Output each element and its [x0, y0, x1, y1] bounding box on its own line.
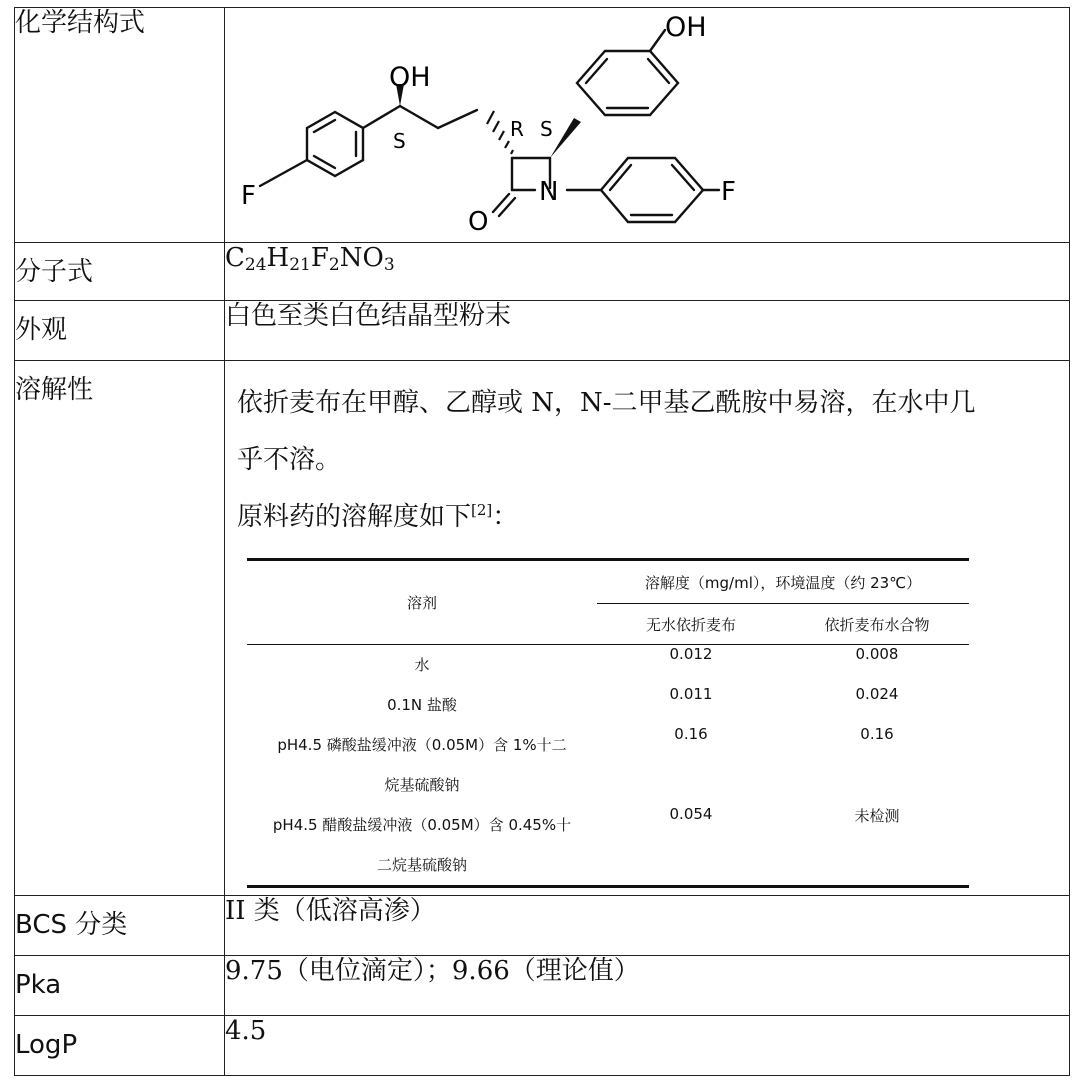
stereo-s-label-1: S [393, 129, 406, 153]
structure-cell [225, 8, 1070, 243]
pka-label: Pka [15, 956, 225, 1016]
hydrate-cell: 0.16 [860, 725, 894, 743]
solubility-label: 溶解性 [15, 361, 225, 896]
structure-row [15, 8, 1070, 243]
bcs-row [15, 896, 1070, 956]
appearance-value: 白色至类白色结晶型粉末 [225, 301, 1070, 361]
hydrate-cell: 0.008 [855, 645, 899, 663]
reference-mark: [2] [471, 501, 493, 519]
solubility-cell [225, 361, 1070, 896]
logp-row [15, 1016, 1070, 1076]
solvent-cell: 0.1N 盐酸 [387, 696, 457, 714]
bcs-value: II 类（低溶高渗） [225, 896, 1070, 956]
fluorine-label-right: F [721, 177, 736, 207]
header-hydrate: 依折麦布水合物 [785, 604, 969, 645]
anhydrous-cell: 0.054 [597, 805, 785, 887]
solubility-data-table [247, 558, 969, 888]
hydroxyl-label-top: OH [665, 12, 707, 43]
pka-row [15, 956, 1070, 1016]
formula-label: 分子式 [15, 243, 225, 301]
appearance-label: 外观 [15, 301, 225, 361]
anhydrous-cell: 0.012 [669, 645, 713, 663]
table-row [247, 685, 969, 725]
table-row [247, 645, 969, 686]
hydrate-cell: 未检测 [785, 805, 969, 887]
solvent-cell: 水 [414, 656, 430, 674]
header-anhydrous: 无水依折麦布 [597, 604, 785, 645]
nitrogen-label: N [539, 177, 559, 207]
table-row [247, 805, 969, 887]
hydrate-cell: 0.024 [855, 685, 899, 703]
fluorine-label-left: F [241, 181, 256, 211]
appearance-row [15, 301, 1070, 361]
solvent-cell: pH4.5 磷酸盐缓冲液（0.05M）含 1%十二 烷基硫酸钠 [277, 736, 567, 794]
logp-value: 4.5 [225, 1016, 1070, 1076]
stereo-s-label-2: S [540, 117, 553, 141]
hydroxyl-label-left: OH [389, 62, 431, 93]
solubility-description [225, 361, 1069, 546]
table-row [247, 725, 969, 805]
oxygen-label: O [468, 207, 489, 237]
anhydrous-cell: 0.011 [669, 685, 713, 703]
header-solubility-span: 溶解度（mg/ml），环境温度（约 23℃） [597, 560, 969, 604]
pka-value: 9.75（电位滴定）；9.66（理论值） [225, 956, 1070, 1016]
logp-label: LogP [15, 1016, 225, 1076]
formula-value: $C_{24}H_{21}F_2NO_3$ [225, 243, 1070, 301]
bcs-label: BCS 分类 [15, 896, 225, 956]
stereo-r-label: R [510, 117, 524, 141]
structure-label: 化学结构式 [15, 8, 225, 243]
chemical-structure-drawing [225, 8, 1071, 238]
solubility-line-2: 乎不溶。 [237, 445, 342, 475]
anhydrous-cell: 0.16 [674, 725, 708, 743]
header-solvent: 溶剂 [247, 560, 597, 645]
solvent-cell: pH4.5 醋酸盐缓冲液（0.05M）含 0.45%十 二烷基硫酸钠 [247, 805, 597, 887]
solubility-row [15, 361, 1070, 896]
formula-row [15, 243, 1070, 301]
solubility-intro: 原料药的溶解度如下[2]： [237, 501, 519, 532]
solubility-line-1: 依折麦布在甲醇、乙醇或 N，N-二甲基乙酰胺中易溶，在水中几 [237, 388, 976, 418]
property-table [14, 7, 1070, 1076]
